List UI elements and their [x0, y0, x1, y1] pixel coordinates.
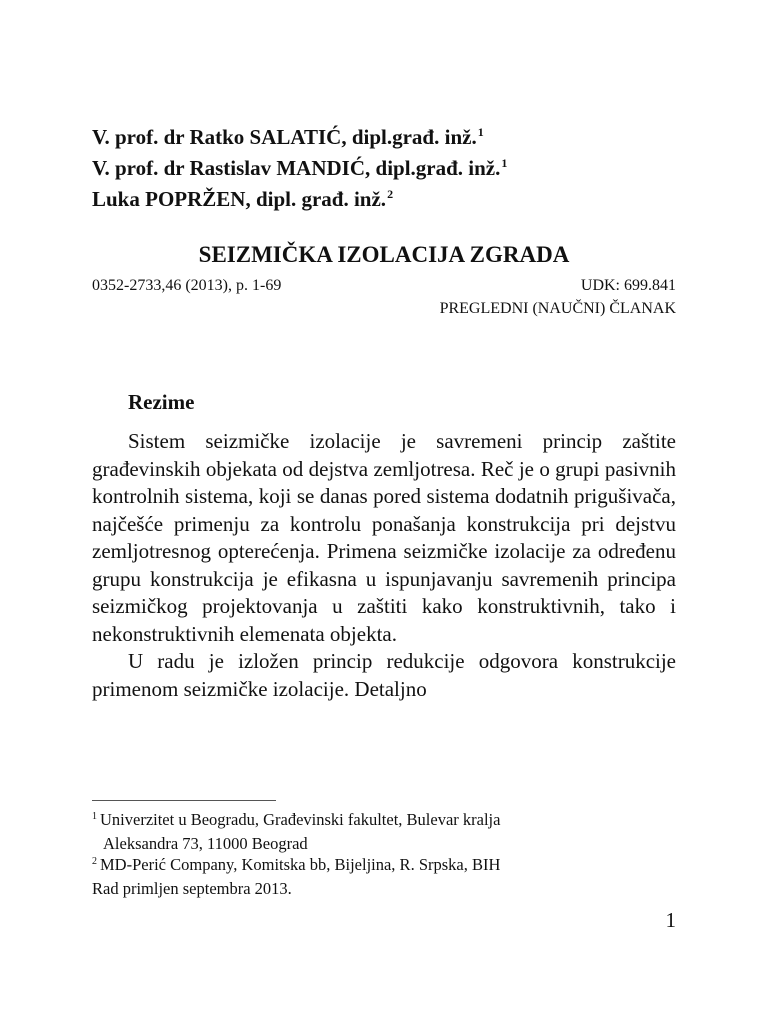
affiliation-mark: 1 [477, 125, 484, 139]
article-type: PREGLEDNI (NAUČNI) ČLANAK [439, 300, 676, 317]
footnote [92, 854, 676, 878]
page-number: 1 [665, 908, 676, 932]
paper-title: SEIZMIČKA IZOLACIJA ZGRADA [198, 242, 570, 267]
footnote-text: MD-Perić Company, Komitska bb, Bijeljina, R. Srpska, BIH [100, 855, 501, 874]
affiliation-mark: 2 [387, 187, 394, 201]
footnote-mark: 1 [92, 811, 97, 822]
author-name: V. prof. dr Rastislav MANDIĆ, dipl.građ. inž. [92, 156, 501, 180]
footnotes [92, 809, 676, 899]
footnote-divider [92, 800, 276, 801]
author-list [92, 123, 692, 216]
footnote-continuation: Aleksandra 73, 11000 Beograd [103, 834, 308, 853]
footnote [92, 809, 676, 833]
abstract-heading: Rezime [128, 390, 195, 414]
publication-meta [92, 275, 676, 297]
abstract-paragraph: U radu je izložen princip redukcije odgovora konstrukcije primenom seizmičke izolacije. Detaljno [92, 649, 676, 701]
abstract-body [92, 428, 676, 703]
author-line [92, 185, 692, 216]
author-name: V. prof. dr Ratko SALATIĆ, dipl.građ. inž. [92, 125, 477, 149]
author-line [92, 154, 692, 185]
footnote-text: Univerzitet u Beogradu, Građevinski fakultet, Bulevar kralja [100, 810, 501, 829]
affiliation-mark: 1 [501, 156, 508, 170]
received-note: Rad primljen septembra 2013. [92, 879, 292, 898]
author-line [92, 123, 692, 154]
author-name: Luka POPRŽEN, dipl. građ. inž. [92, 187, 387, 211]
citation-info: 0352-2733,46 (2013), p. 1-69 [92, 277, 282, 294]
footnote-mark: 2 [92, 856, 97, 867]
udk-code: UDK: 699.841 [580, 277, 676, 294]
abstract-paragraph: Sistem seizmičke izolacije je savremeni princip zaštite građevinskih objekata od dejstva zemljotresa. Reč je o grupi pasivnih kontrolnih sistema, koji se danas pored sistema dodatnih prigušivača, najčešće primenju za kontrolu ponašanja konstrukcija pri dejstvu zemljotresnog opterećenja. Primena seizmičke izolacije za određenu grupu konstrukcija je efikasna u ispunjavanju savremenih principa seizmičkog projektovanja u zaštiti kako konstruktivnih, tako i nekonstruktivnih elemenata objekta. [92, 429, 676, 646]
